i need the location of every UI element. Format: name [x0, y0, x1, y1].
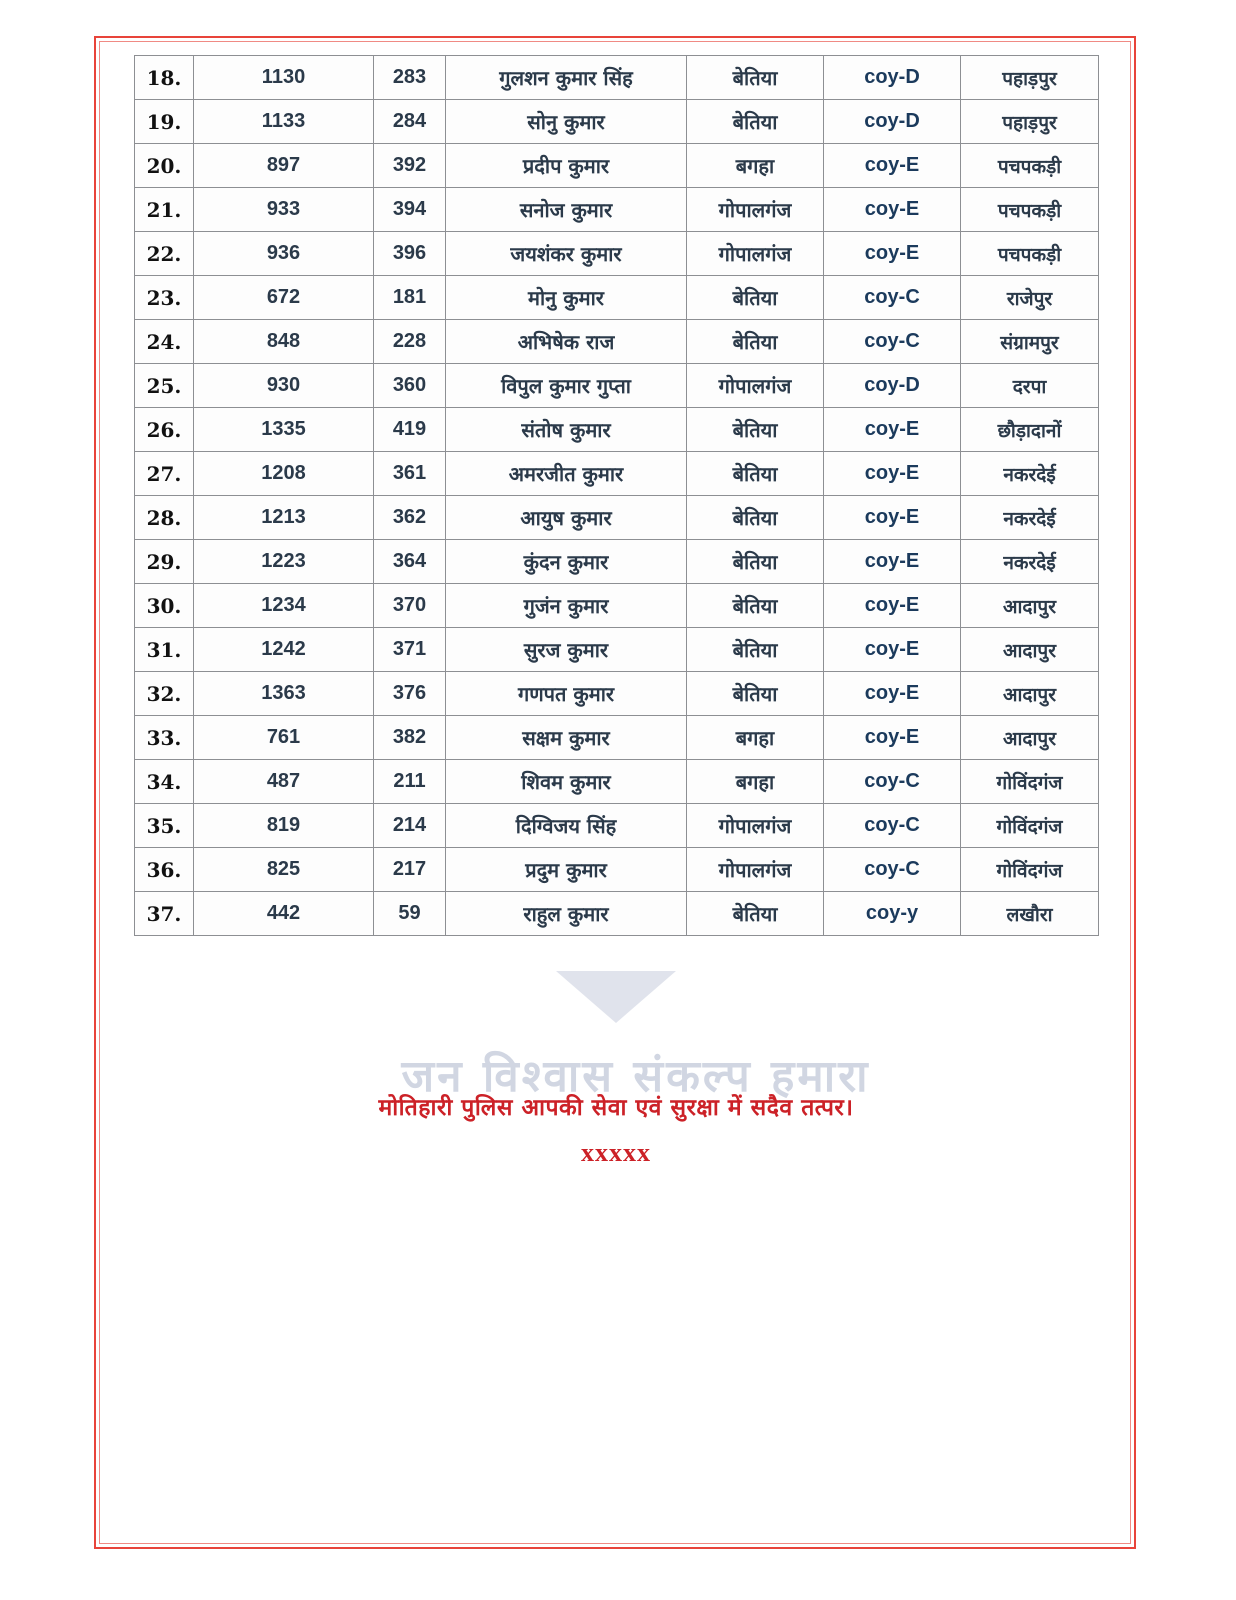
cell-dist: बेतिया: [687, 672, 824, 716]
cell-place: पचपकड़ी: [961, 232, 1099, 276]
cell-sl: 26.: [135, 408, 194, 452]
cell-num1: 1242: [194, 628, 374, 672]
cell-coy: coy-E: [824, 540, 961, 584]
cell-dist: गोपालगंज: [687, 364, 824, 408]
chevron-watermark-icon: [556, 971, 676, 1023]
cell-dist: बेतिया: [687, 276, 824, 320]
cell-coy: coy-D: [824, 364, 961, 408]
cell-num2: 59: [374, 892, 446, 936]
table-row: [135, 188, 1099, 232]
cell-num2: 376: [374, 672, 446, 716]
cell-coy: coy-E: [824, 496, 961, 540]
deployment-table: [134, 55, 1099, 936]
cell-coy: coy-E: [824, 452, 961, 496]
cell-coy: coy-y: [824, 892, 961, 936]
cell-dist: गोपालगंज: [687, 232, 824, 276]
cell-num1: 672: [194, 276, 374, 320]
footer-tagline: मोतिहारी पुलिस आपकी सेवा एवं सुरक्षा में सदैव तत्पर।: [378, 1095, 854, 1121]
cell-dist: बेतिया: [687, 496, 824, 540]
cell-coy: coy-C: [824, 320, 961, 364]
cell-coy: coy-E: [824, 144, 961, 188]
cell-sl: 36.: [135, 848, 194, 892]
cell-sl: 31.: [135, 628, 194, 672]
cell-name: सुरज कुमार: [446, 628, 687, 672]
table-row: [135, 760, 1099, 804]
cell-num1: 819: [194, 804, 374, 848]
cell-num1: 1213: [194, 496, 374, 540]
cell-num1: 442: [194, 892, 374, 936]
cell-num1: 1223: [194, 540, 374, 584]
table-row: [135, 716, 1099, 760]
table-row: [135, 496, 1099, 540]
watermark-text: जन विश्वास संकल्प हमारा: [401, 1051, 871, 1102]
cell-dist: बेतिया: [687, 320, 824, 364]
cell-num2: 360: [374, 364, 446, 408]
cell-name: प्रदुम कुमार: [446, 848, 687, 892]
cell-name: गुलशन कुमार सिंह: [446, 56, 687, 100]
cell-name: गुजंन कुमार: [446, 584, 687, 628]
cell-num2: 394: [374, 188, 446, 232]
cell-place: लखौरा: [961, 892, 1099, 936]
cell-num2: 362: [374, 496, 446, 540]
cell-name: दिग्विजय सिंह: [446, 804, 687, 848]
cell-name: जयशंकर कुमार: [446, 232, 687, 276]
cell-dist: बेतिया: [687, 452, 824, 496]
cell-name: संतोष कुमार: [446, 408, 687, 452]
table-row: [135, 672, 1099, 716]
table-body: [135, 56, 1099, 936]
cell-name: गणपत कुमार: [446, 672, 687, 716]
cell-place: गोविंदगंज: [961, 760, 1099, 804]
table-row: [135, 804, 1099, 848]
table-row: [135, 628, 1099, 672]
cell-name: प्रदीप कुमार: [446, 144, 687, 188]
cell-dist: बगहा: [687, 760, 824, 804]
cell-dist: बेतिया: [687, 100, 824, 144]
cell-place: राजेपुर: [961, 276, 1099, 320]
cell-num2: 214: [374, 804, 446, 848]
cell-place: नकरदेई: [961, 496, 1099, 540]
cell-dist: बेतिया: [687, 408, 824, 452]
cell-dist: गोपालगंज: [687, 804, 824, 848]
cell-num2: 364: [374, 540, 446, 584]
cell-num1: 761: [194, 716, 374, 760]
cell-num1: 1133: [194, 100, 374, 144]
cell-num1: 936: [194, 232, 374, 276]
cell-sl: 27.: [135, 452, 194, 496]
table-row: [135, 364, 1099, 408]
cell-num1: 1130: [194, 56, 374, 100]
cell-coy: coy-D: [824, 100, 961, 144]
cell-dist: बगहा: [687, 144, 824, 188]
cell-coy: coy-E: [824, 672, 961, 716]
table-row: [135, 56, 1099, 100]
cell-place: पहाड़पुर: [961, 100, 1099, 144]
cell-name: सोनु कुमार: [446, 100, 687, 144]
cell-place: आदापुर: [961, 584, 1099, 628]
cell-dist: बेतिया: [687, 892, 824, 936]
cell-sl: 34.: [135, 760, 194, 804]
table-row: [135, 144, 1099, 188]
cell-place: आदापुर: [961, 672, 1099, 716]
cell-name: सक्षम कुमार: [446, 716, 687, 760]
cell-place: दरपा: [961, 364, 1099, 408]
cell-dist: बेतिया: [687, 584, 824, 628]
cell-num2: 217: [374, 848, 446, 892]
cell-num2: 419: [374, 408, 446, 452]
cell-num1: 1335: [194, 408, 374, 452]
cell-sl: 28.: [135, 496, 194, 540]
cell-coy: coy-E: [824, 408, 961, 452]
table-row: [135, 320, 1099, 364]
cell-name: मोनु कुमार: [446, 276, 687, 320]
cell-name: अमरजीत कुमार: [446, 452, 687, 496]
cell-name: कुंदन कुमार: [446, 540, 687, 584]
cell-name: शिवम कुमार: [446, 760, 687, 804]
cell-sl: 19.: [135, 100, 194, 144]
table-row: [135, 892, 1099, 936]
cell-dist: बेतिया: [687, 56, 824, 100]
cell-sl: 18.: [135, 56, 194, 100]
cell-coy: coy-E: [824, 628, 961, 672]
table-row: [135, 452, 1099, 496]
cell-sl: 20.: [135, 144, 194, 188]
cell-name: राहुल कुमार: [446, 892, 687, 936]
cell-coy: coy-E: [824, 716, 961, 760]
cell-name: सनोज कुमार: [446, 188, 687, 232]
cell-num1: 825: [194, 848, 374, 892]
cell-num2: 283: [374, 56, 446, 100]
cell-place: संग्रामपुर: [961, 320, 1099, 364]
cell-place: नकरदेई: [961, 540, 1099, 584]
cell-coy: coy-E: [824, 188, 961, 232]
cell-coy: coy-D: [824, 56, 961, 100]
cell-num2: 382: [374, 716, 446, 760]
cell-sl: 37.: [135, 892, 194, 936]
cell-num1: 848: [194, 320, 374, 364]
cell-place: पचपकड़ी: [961, 144, 1099, 188]
cell-dist: गोपालगंज: [687, 188, 824, 232]
cell-coy: coy-C: [824, 804, 961, 848]
cell-coy: coy-E: [824, 584, 961, 628]
cell-num2: 392: [374, 144, 446, 188]
cell-dist: बेतिया: [687, 628, 824, 672]
cell-place: नकरदेई: [961, 452, 1099, 496]
table-row: [135, 848, 1099, 892]
cell-place: पचपकड़ी: [961, 188, 1099, 232]
table-row: [135, 100, 1099, 144]
cell-num2: 361: [374, 452, 446, 496]
cell-name: विपुल कुमार गुप्ता: [446, 364, 687, 408]
cell-num1: 1363: [194, 672, 374, 716]
cell-num1: 1208: [194, 452, 374, 496]
cell-sl: 30.: [135, 584, 194, 628]
cell-sl: 33.: [135, 716, 194, 760]
cell-num1: 487: [194, 760, 374, 804]
cell-sl: 22.: [135, 232, 194, 276]
cell-sl: 25.: [135, 364, 194, 408]
cell-place: आदापुर: [961, 716, 1099, 760]
cell-name: आयुष कुमार: [446, 496, 687, 540]
cell-dist: बेतिया: [687, 540, 824, 584]
cell-dist: गोपालगंज: [687, 848, 824, 892]
cell-sl: 32.: [135, 672, 194, 716]
cell-num2: 396: [374, 232, 446, 276]
table-row: [135, 584, 1099, 628]
cell-coy: coy-C: [824, 760, 961, 804]
cell-sl: 35.: [135, 804, 194, 848]
cell-place: छौड़ादानों: [961, 408, 1099, 452]
cell-coy: coy-C: [824, 276, 961, 320]
cell-coy: coy-E: [824, 232, 961, 276]
cell-num1: 1234: [194, 584, 374, 628]
cell-dist: बगहा: [687, 716, 824, 760]
cell-num2: 370: [374, 584, 446, 628]
footer-signature: xxxxx: [581, 1138, 651, 1167]
cell-sl: 21.: [135, 188, 194, 232]
cell-num2: 284: [374, 100, 446, 144]
table-row: [135, 232, 1099, 276]
cell-place: पहाड़पुर: [961, 56, 1099, 100]
footer-block: [134, 1090, 1098, 1168]
cell-num1: 930: [194, 364, 374, 408]
cell-sl: 24.: [135, 320, 194, 364]
cell-num1: 933: [194, 188, 374, 232]
cell-num2: 371: [374, 628, 446, 672]
cell-place: गोविंदगंज: [961, 848, 1099, 892]
cell-num2: 228: [374, 320, 446, 364]
cell-num2: 181: [374, 276, 446, 320]
cell-sl: 29.: [135, 540, 194, 584]
cell-place: आदापुर: [961, 628, 1099, 672]
cell-num2: 211: [374, 760, 446, 804]
table-row: [135, 540, 1099, 584]
cell-sl: 23.: [135, 276, 194, 320]
cell-name: अभिषेक राज: [446, 320, 687, 364]
table-row: [135, 276, 1099, 320]
cell-coy: coy-C: [824, 848, 961, 892]
cell-num1: 897: [194, 144, 374, 188]
cell-place: गोविंदगंज: [961, 804, 1099, 848]
table-row: [135, 408, 1099, 452]
